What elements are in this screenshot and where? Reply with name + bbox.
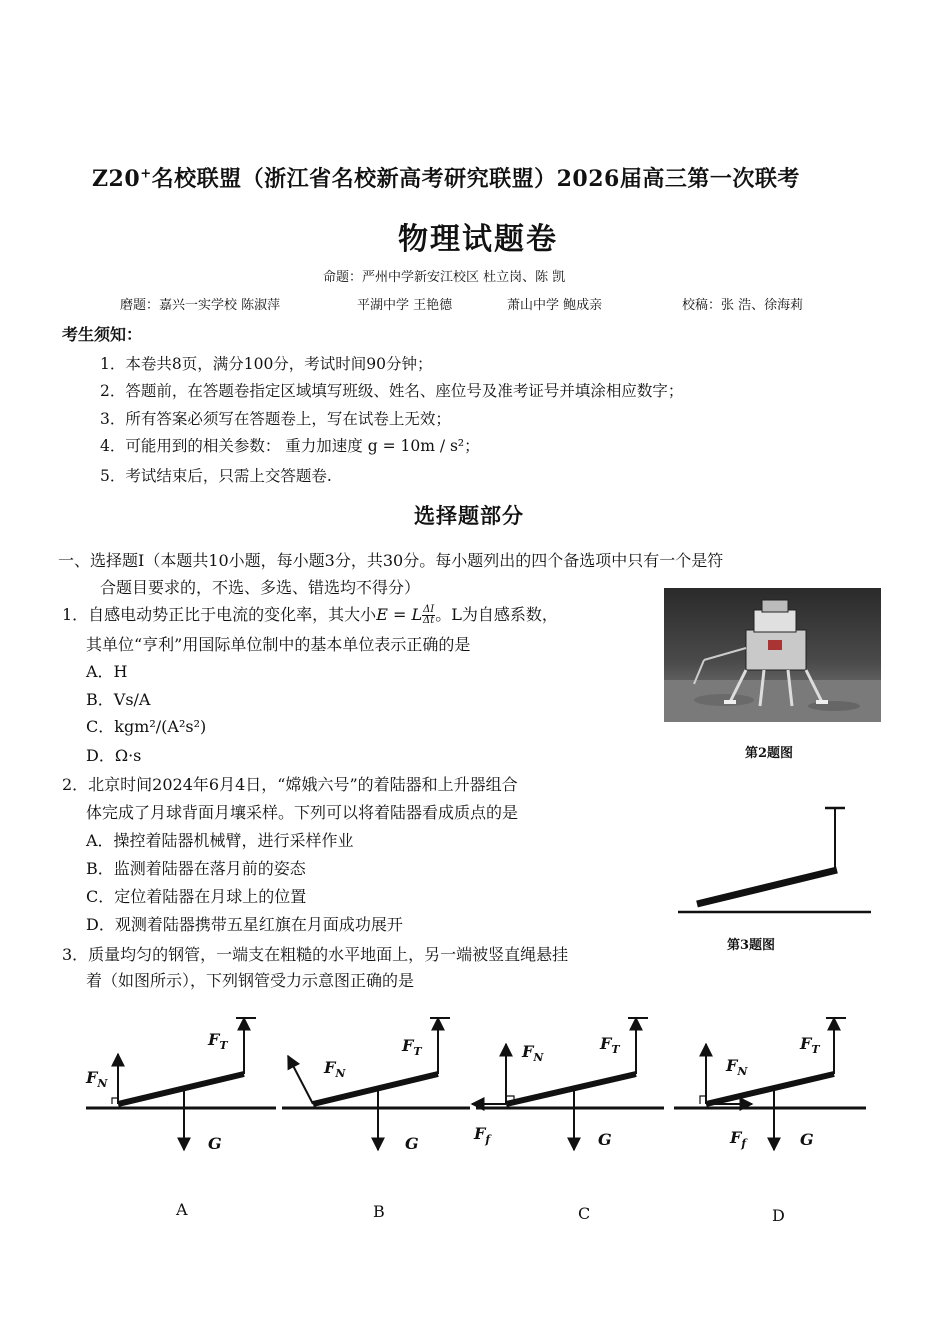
choice-b-label: B (373, 1202, 385, 1221)
choice-c-label: C (578, 1204, 591, 1223)
diagram-b (282, 1018, 470, 1150)
notice-item-2: 2．答题前，在答题卷指定区域填写班级、姓名、座位号及准考证号并填涂相应数字； (100, 382, 684, 400)
force-diagrams (80, 1000, 900, 1180)
notice-heading: 考生须知： (62, 325, 143, 344)
diagram-a-label-g: G (208, 1134, 222, 1153)
diagram-d (674, 1018, 866, 1150)
notice-item-4: 4．可能用到的相关参数： 重力加速度 g = 10m / s²； (100, 437, 480, 455)
choice-d-label: D (772, 1206, 785, 1225)
q2-option-b: B．监测着陆器在落月前的姿态 (86, 859, 306, 878)
q1-fraction: $\frac{\Delta I}{\Delta t}$ (423, 604, 435, 626)
part1-instructions-1: 一、选择题Ⅰ（本题共10小题，每小题3分，共30分。每小题列出的四个备选项中只有一个是符 (58, 551, 724, 570)
diagram-c-label-g: G (598, 1130, 612, 1149)
part1-instructions-2: 合题目要求的，不选、多选、错选均不得分） (100, 578, 421, 597)
credit-line-1: 命题：严州中学新安江校区 杜立岗、陈 凯 (323, 270, 566, 285)
diagram-d-label-ft: $F_T$ (800, 1034, 820, 1057)
diagram-b-label-fn: $F_N$ (324, 1058, 346, 1081)
choice-a-label: A (176, 1200, 188, 1219)
q3-figure (675, 800, 875, 920)
diagram-c-label-fn: $F_N$ (522, 1042, 544, 1065)
exam-title: Z20+名校联盟（浙江省名校新高考研究联盟）2026届高三第一次联考 (92, 166, 800, 192)
diagram-a-label-ft: $F_T$ (208, 1030, 228, 1053)
q3-line-1: 3．质量均匀的钢管，一端支在粗糙的水平地面上，另一端被竖直绳悬挂 (62, 945, 569, 964)
q1-option-c: C．kgm²/(A²s²) (86, 717, 207, 736)
lander-photo (664, 588, 881, 722)
q2-figure-caption: 第2题图 (745, 746, 794, 761)
diagram-c (472, 1018, 664, 1150)
diagram-b-label-ft: $F_T$ (402, 1036, 422, 1059)
diagram-d-label-fn: $F_N$ (726, 1056, 748, 1079)
q2-option-d: D．观测着陆器携带五星红旗在月面成功展开 (86, 915, 403, 934)
diagram-a-label-fn: $F_N$ (86, 1068, 108, 1091)
credit-proofread: 校稿：张 浩、徐海莉 (682, 298, 804, 313)
q2-option-a: A．操控着陆器机械臂，进行采样作业 (86, 831, 354, 850)
q3-line-2: 着（如图所示），下列钢管受力示意图正确的是 (86, 971, 415, 990)
q2-line-2: 体完成了月球背面月壤采样。下列可以将着陆器看成质点的是 (86, 803, 519, 822)
q1-line-2: 其单位“亨利”用国际单位制中的基本单位表示正确的是 (86, 635, 471, 654)
subject-title: 物理试题卷 (398, 222, 558, 257)
credit-reviewer-1: 磨题：嘉兴一实学校 陈淑萍 (120, 298, 281, 313)
q1-option-b: B．Vs/A (86, 690, 151, 709)
notice-item-3: 3．所有答案必须写在答题卷上，写在试卷上无效； (100, 410, 451, 428)
q2-option-c: C．定位着陆器在月球上的位置 (86, 887, 307, 906)
diagram-a (86, 1018, 276, 1150)
diagram-d-label-g: G (800, 1130, 814, 1149)
q1-line-1: 1．自感电动势正比于电流的变化率，其大小E = L $\frac{\Delta I}{\Delta t}$ 。L为自感系数， (62, 604, 558, 626)
section-title: 选择题部分 (414, 503, 524, 528)
notice-item-5: 5．考试结束后，只需上交答题卷. (100, 467, 332, 485)
q3-figure-caption: 第3题图 (727, 938, 776, 953)
q1-option-d: D．Ω·s (86, 746, 142, 765)
diagram-c-label-ft: $F_T$ (600, 1034, 620, 1057)
q2-line-1: 2．北京时间2024年6月4日，“嫦娥六号”的着陆器和上升器组合 (62, 775, 518, 794)
credit-reviewer-3: 萧山中学 鲍成亲 (507, 298, 603, 313)
force-diagrams-svg (80, 1000, 900, 1180)
credit-reviewer-2: 平湖中学 王艳德 (357, 298, 453, 313)
diagram-d-label-ff: $F_f$ (730, 1128, 747, 1151)
diagram-c-label-ff: $F_f$ (474, 1124, 491, 1147)
diagram-b-label-g: G (405, 1134, 419, 1153)
q1-option-a: A．H (86, 662, 128, 681)
notice-item-1: 1．本卷共8页，满分100分，考试时间90分钟； (100, 355, 433, 373)
